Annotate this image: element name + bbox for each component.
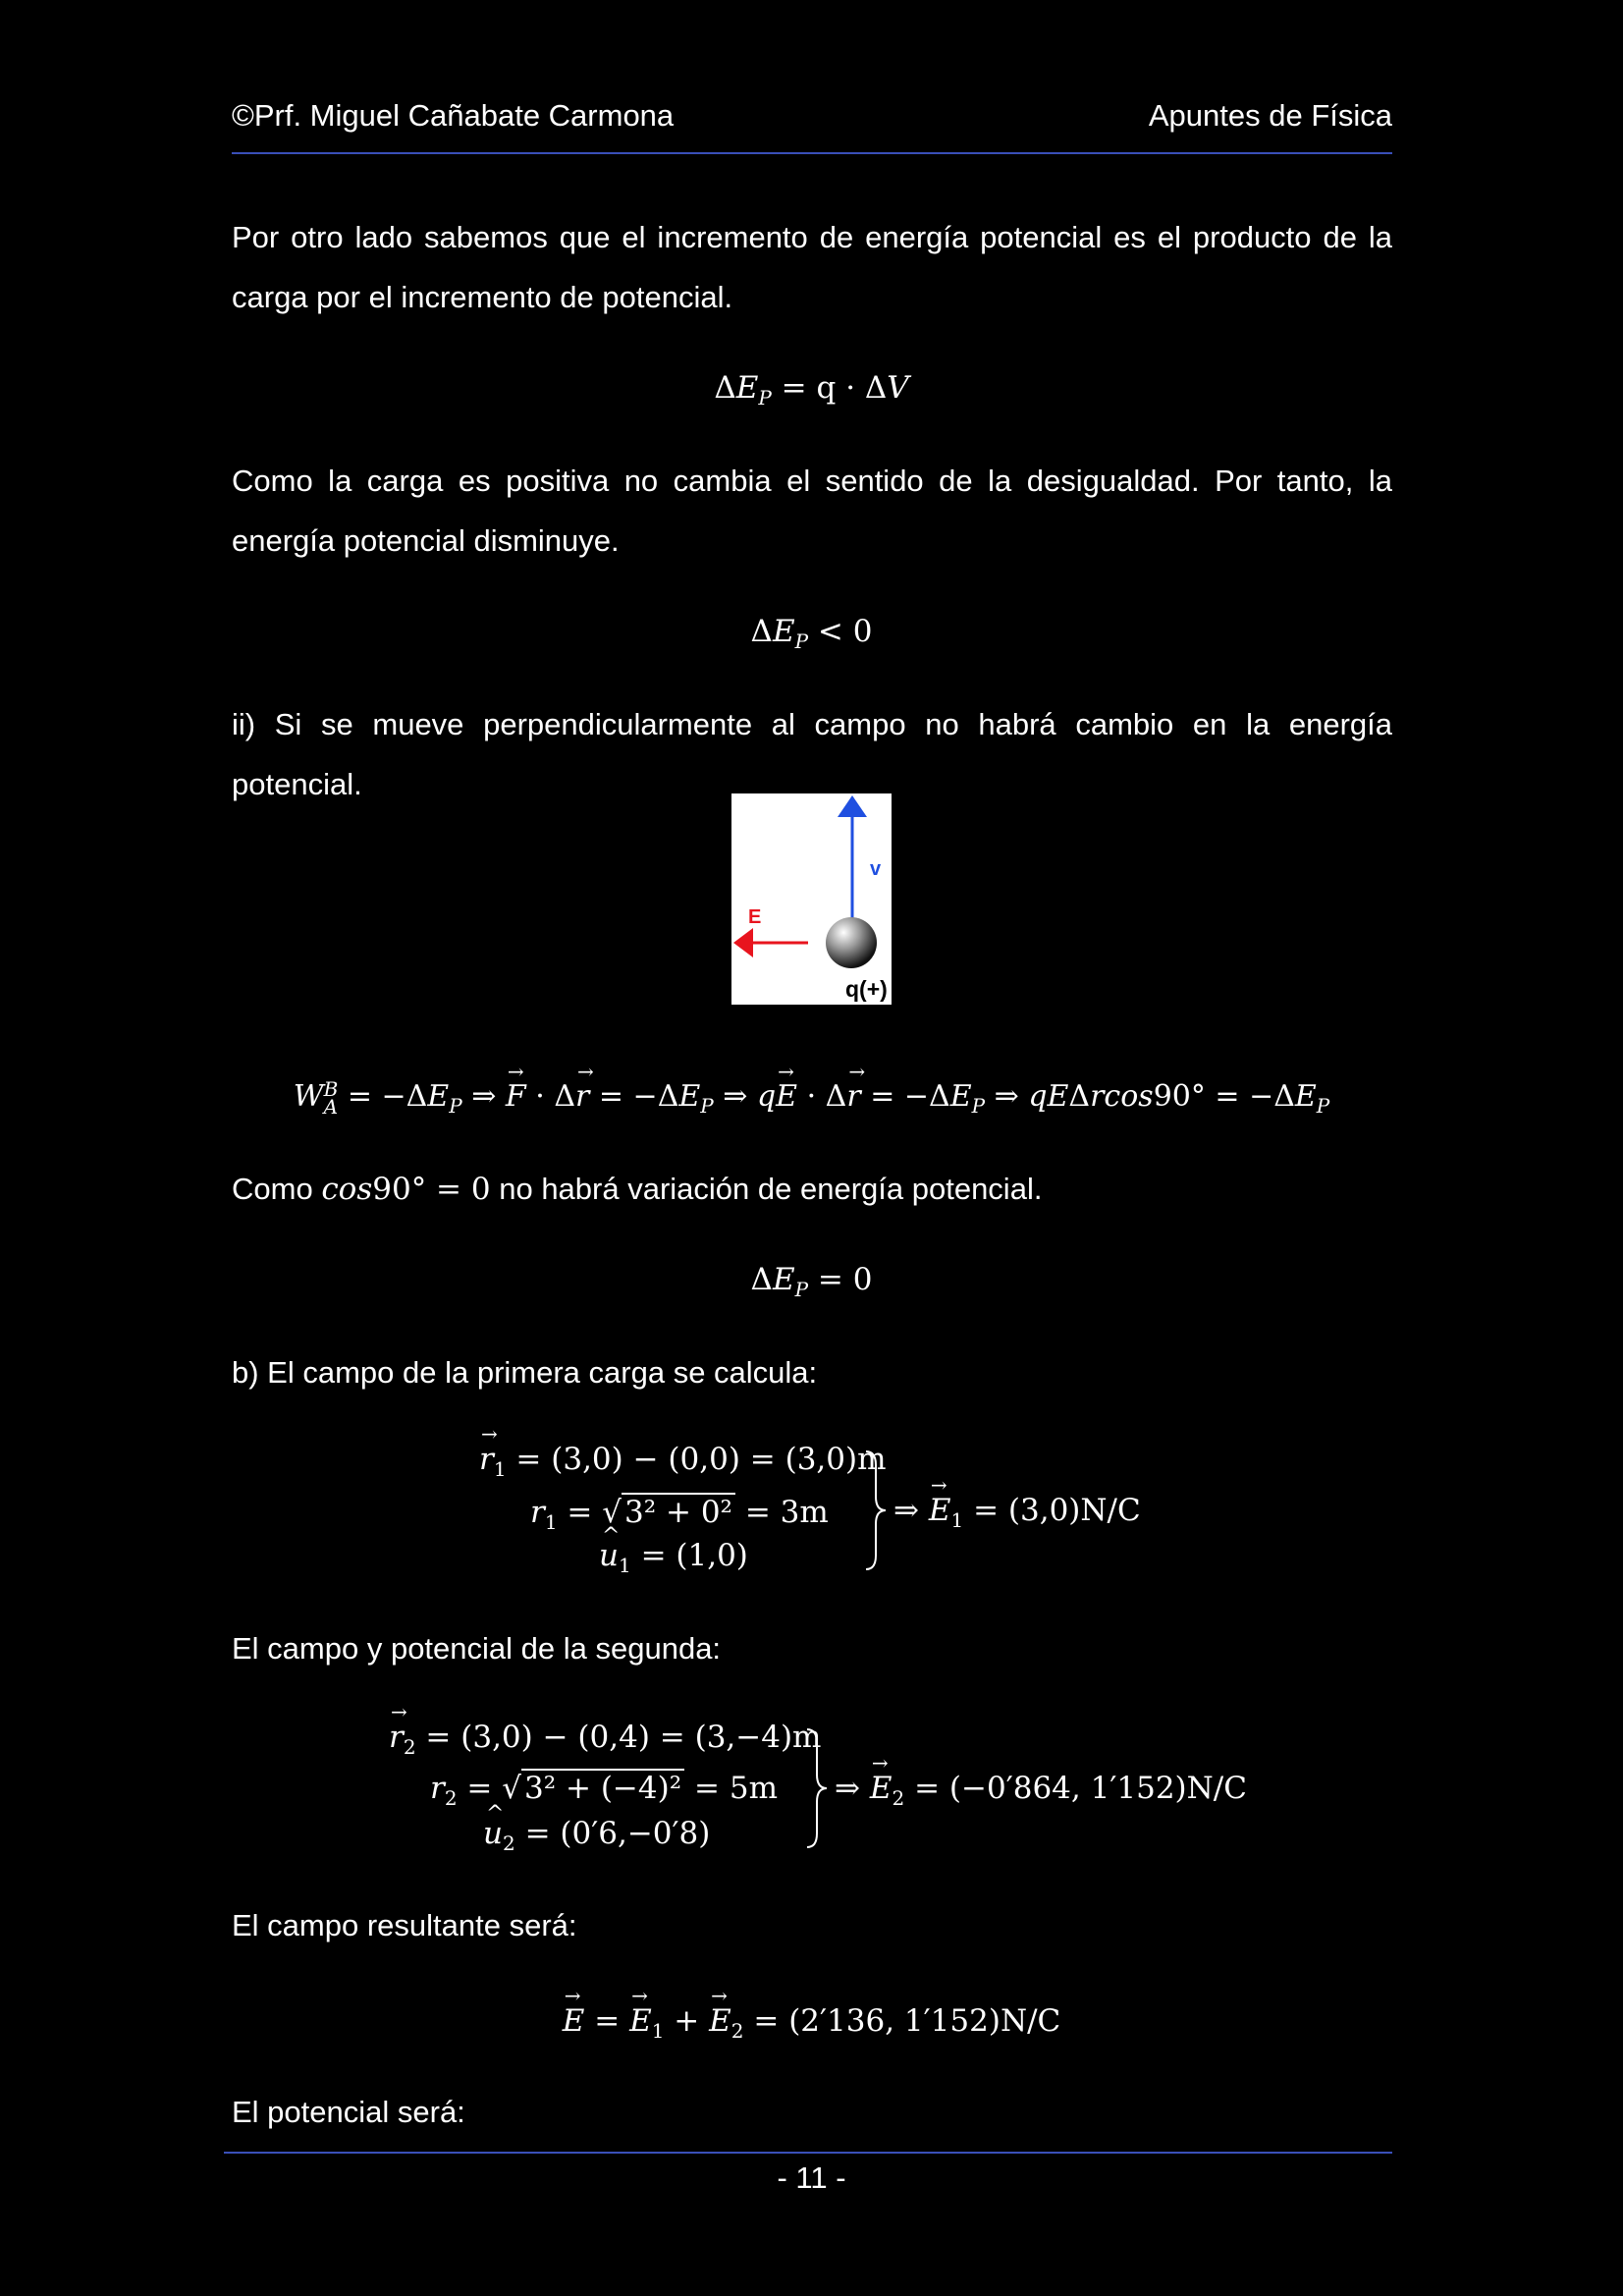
velocity-label: v <box>870 858 882 880</box>
paragraph-text: no habrá variación de energía potencial. <box>490 1172 1043 1206</box>
sys1-line1: = (3,0) − (0,0) = (3,0)m <box>515 1442 887 1477</box>
equation-system-1: → $r_1 = (3,0) - (0,0) = (3,0)m$ $r_1 = √3^2 + 0^2 = 3m$ ^ $u_1 = (1,0)$ ⇒ → $E_1 = (3,0)N/C$ <box>471 1436 1178 1583</box>
header-author: ©Prf. Miguel Cañabate Carmona <box>232 98 675 133</box>
page-number: - 11 - <box>777 2160 846 2195</box>
sys2-sqrt: 3² + (−4)² <box>521 1769 684 1806</box>
paragraph: ii) Si se mueve perpendicularmente al campo no habrá cambio en la energía potencial. <box>232 707 1392 801</box>
equation-work: WB $A = -\Delta E_P$ ⇒ → $F \cdot \Delta\to r = -\Delta E_P$ ⇒ $q\to E \cdot \Delta\to r = -\Delta E_P$ ⇒ $qE\Delta rcos90^\circ = -\Delta E_P$ <box>0 1079 1623 1118</box>
sys2-result: = (−0′864, 1′152)N/C <box>914 1771 1247 1806</box>
field-arrow-icon <box>733 928 808 957</box>
paragraph: El campo y potencial de la segunda: <box>232 1631 722 1666</box>
paragraph: El potencial será: <box>232 2095 465 2129</box>
resultant-value: = (2′136, 1′152)N/C <box>753 2003 1061 2039</box>
brace-icon <box>862 1449 890 1571</box>
equation-system-2: → $r_2 = (3,0) - (0,4) = (3,-4)m$ $r_2 = √3^2 + (-4)^2 = 5m$ ^ $u_2 = (0'6,-0'8)$ ⇒ → $E_2 = (-0'864$, 1′152)N/C <box>387 1714 1251 1861</box>
equation-energy-potential: $\Delta E_P = q \cdot \Delta V$ <box>714 370 909 410</box>
sys1-result: = (3,0)N/C <box>973 1493 1141 1528</box>
paragraph: Por otro lado sabemos que el incremento de energía potencial es el producto de la carga por el incremento de potencial. <box>232 220 1392 314</box>
sys2-line3: = (0′6,−0′8) <box>524 1816 711 1851</box>
paragraph: Como la carga es positiva no cambia el sentido de la desigualdad. Por tanto, la energía potencial disminuye. <box>232 464 1392 558</box>
footer-rule <box>224 2152 1392 2154</box>
paragraph-text: Como <box>232 1172 322 1206</box>
sys1-line2: = 3m <box>744 1495 829 1530</box>
equation-energy-negative: $\Delta E_P < 0$ <box>750 614 873 653</box>
equation-energy-zero: $\Delta E_P = 0$ <box>750 1262 873 1301</box>
charge-figure-svg <box>731 793 892 1005</box>
charge-label: q(+) <box>845 976 888 1002</box>
sys1-sqrt: 3² + 0² <box>622 1493 735 1530</box>
charge-sphere-icon <box>826 917 877 968</box>
sys2-line1: = (3,0) − (0,4) = (3,−4)m <box>425 1720 822 1755</box>
sys2-line2: = 5m <box>694 1771 778 1806</box>
paragraph: b) El campo de la primera carga se calcula: <box>232 1355 818 1390</box>
field-label: E <box>748 906 762 928</box>
paragraph-cos: Como cos90° = 0 no habrá variación de energía potencial. <box>232 1172 1043 1207</box>
charge-velocity-figure <box>731 793 892 1005</box>
header-title: Apuntes de Física <box>1148 98 1392 133</box>
sys1-line3: = (1,0) <box>640 1538 748 1573</box>
paragraph: El campo resultante será: <box>232 1908 577 1942</box>
equation-resultant-field: → E = → $E_1$ + → $E_2 = (2'136$, 1′152)N/C <box>0 2003 1623 2043</box>
brace-icon <box>803 1727 831 1849</box>
header-rule <box>232 152 1392 154</box>
